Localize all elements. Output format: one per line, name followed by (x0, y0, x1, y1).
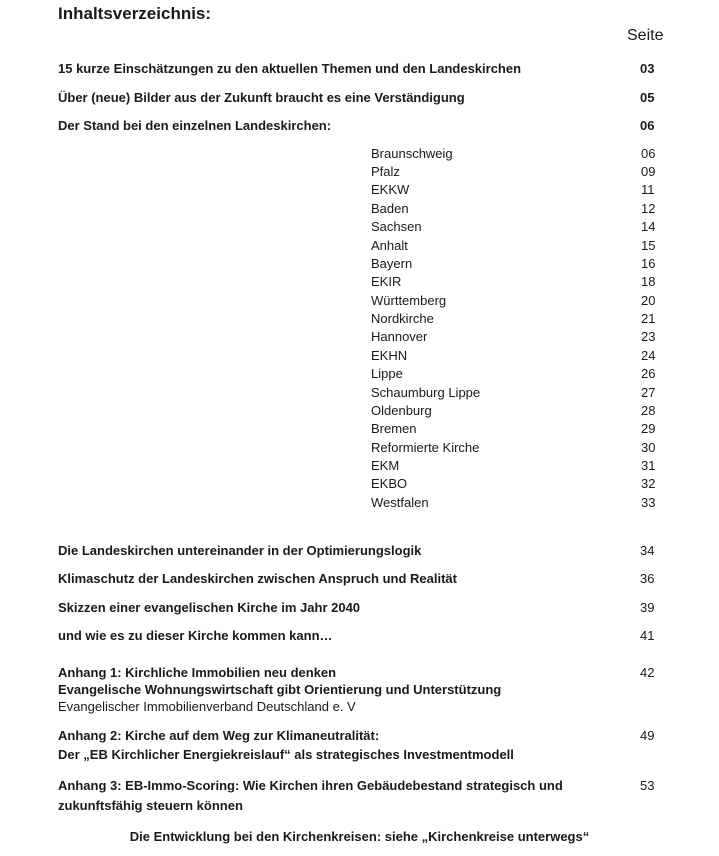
landeskirche-name: Anhalt (371, 238, 408, 253)
toc-entry-title: Der Stand bei den einzelnen Landeskirchen: (58, 118, 332, 133)
list-item (371, 181, 661, 199)
appendix-title: Anhang 3: EB-Immo-Scoring: Wie Kirchen ihren Gebäudebestand strategisch und (58, 778, 563, 793)
list-item (371, 347, 661, 365)
landeskirche-name: Sachsen (371, 219, 422, 234)
landeskirche-name: Schaumburg Lippe (371, 385, 481, 400)
list-item (371, 365, 661, 383)
landeskirche-name: Hannover (371, 329, 428, 344)
list-item (371, 310, 661, 328)
landeskirche-name: Braunschweig (371, 146, 453, 161)
landeskirche-name: EKKW (371, 182, 410, 197)
appendix-page: 49 (640, 728, 655, 743)
toc-entry (58, 627, 658, 644)
list-item (371, 273, 661, 291)
list-item (371, 255, 661, 273)
landeskirche-name: EKHN (371, 348, 408, 363)
list-item (371, 494, 661, 512)
appendix-subtitle: zukunftsfähig steuern können (58, 798, 243, 813)
toc-entry-page: 05 (640, 90, 655, 105)
toc-entry-title: Über (neue) Bilder aus der Zukunft braucht es eine Verständigung (58, 90, 465, 105)
landeskirche-page: 26 (641, 366, 656, 381)
list-item (371, 292, 661, 310)
landeskirche-name: Württemberg (371, 293, 447, 308)
toc-entry-page: 39 (640, 600, 655, 615)
footer-note: Die Entwicklung bei den Kirchenkreisen: siehe „Kirchenkreise unterwegs“ (129, 829, 590, 844)
landeskirche-page: 27 (641, 385, 656, 400)
toc-entry (58, 60, 658, 77)
list-item (371, 402, 661, 420)
landeskirche-page: 12 (641, 201, 656, 216)
landeskirche-page: 09 (641, 164, 656, 179)
landeskirche-page: 33 (641, 495, 656, 510)
list-item (371, 384, 661, 402)
toc-entry-title: Klimaschutz der Landeskirchen zwischen Anspruch und Realität (58, 571, 457, 586)
landeskirche-page: 18 (641, 274, 656, 289)
toc-entry-title: und wie es zu dieser Kirche kommen kann… (58, 628, 333, 643)
toc-entry-title: 15 kurze Einschätzungen zu den aktuellen Themen und den Landeskirchen (58, 61, 522, 76)
landeskirche-page: 32 (641, 476, 656, 491)
page-column-label: Seite (627, 27, 664, 44)
landeskirche-name: Baden (371, 201, 409, 216)
appendix-title: Anhang 1: Kirchliche Immobilien neu denken (58, 665, 337, 680)
appendix-entry (58, 776, 658, 816)
appendix-page: 42 (640, 665, 655, 680)
list-item (371, 145, 661, 163)
toc-entry-title: Skizzen einer evangelischen Kirche im Jahr 2040 (58, 600, 361, 615)
toc-entry-title: Die Landeskirchen untereinander in der Optimierungslogik (58, 543, 422, 558)
landeskirche-name: Bremen (371, 421, 417, 436)
landeskirche-name: Oldenburg (371, 403, 432, 418)
landeskirche-name: Pfalz (371, 164, 400, 179)
list-item (371, 200, 661, 218)
landeskirche-name: Bayern (371, 256, 413, 271)
appendix-entry (58, 664, 658, 715)
landeskirche-page: 20 (641, 293, 656, 308)
landeskirche-page: 28 (641, 403, 656, 418)
page-title: Inhaltsverzeichnis: (58, 4, 212, 23)
toc-entry (58, 570, 658, 587)
landeskirche-page: 23 (641, 329, 656, 344)
landeskirche-page: 30 (641, 440, 656, 455)
landeskirche-page: 29 (641, 421, 656, 436)
list-item (371, 237, 661, 255)
landeskirche-name: Nordkirche (371, 311, 434, 326)
landeskirche-page: 21 (641, 311, 656, 326)
appendix-author: Evangelischer Immobilienverband Deutschland e. V (58, 699, 356, 714)
appendix-subtitle: Evangelische Wohnungswirtschaft gibt Orientierung und Unterstützung (58, 682, 502, 697)
landeskirche-name: Lippe (371, 366, 403, 381)
list-item (371, 420, 661, 438)
landeskirche-page: 15 (641, 238, 656, 253)
landeskirche-page: 11 (641, 182, 655, 197)
list-item (371, 328, 661, 346)
landeskirche-page: 16 (641, 256, 656, 271)
landeskirche-name: Reformierte Kirche (371, 440, 480, 455)
landeskirche-name: EKBO (371, 476, 408, 491)
appendix-title: Anhang 2: Kirche auf dem Weg zur Klimaneutralität: (58, 728, 380, 743)
landeskirche-name: EKM (371, 458, 400, 473)
toc-entry (58, 542, 658, 559)
appendix-entry (58, 726, 658, 764)
toc-entry (58, 599, 658, 616)
landeskirche-page: 31 (641, 458, 656, 473)
toc-entry-page: 41 (640, 628, 655, 643)
toc-entry-page: 36 (640, 571, 655, 586)
appendix-subtitle: Der „EB Kirchlicher Energiekreislauf“ als strategisches Investmentmodell (58, 747, 514, 762)
appendix-page: 53 (640, 778, 655, 793)
toc-entry-page: 34 (640, 543, 655, 558)
landeskirche-page: 14 (641, 219, 656, 234)
landeskirche-name: EKIR (371, 274, 402, 289)
landeskirche-page: 06 (641, 146, 656, 161)
list-item (371, 457, 661, 475)
toc-entry (58, 117, 658, 134)
landeskirche-page: 24 (641, 348, 656, 363)
toc-entry-page: 03 (640, 61, 655, 76)
toc-entry (58, 89, 658, 106)
list-item (371, 163, 661, 181)
list-item (371, 439, 661, 457)
list-item (371, 475, 661, 493)
landeskirche-name: Westfalen (371, 495, 429, 510)
toc-entry-page: 06 (640, 118, 655, 133)
list-item (371, 218, 661, 236)
